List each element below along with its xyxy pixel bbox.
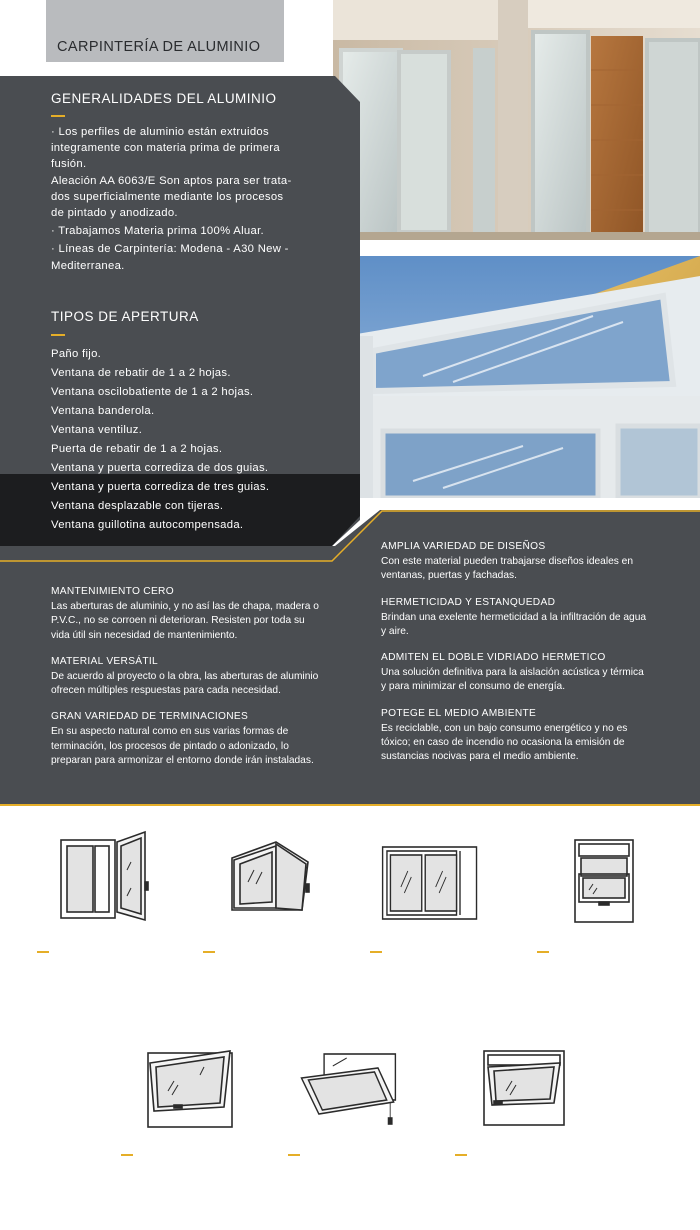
icon-accent (121, 1154, 133, 1156)
list-item: Puerta de rebatir de 1 a 2 hojas. (51, 443, 223, 455)
transom-window-icon (478, 1043, 578, 1138)
aluminum-window-photo (333, 256, 700, 498)
feature-title: POTEGE EL MEDIO AMBIENTE (381, 707, 537, 719)
generalidades-title: GENERALIDADES DEL ALUMINIO (51, 91, 277, 106)
generalidades-line: de pintado y anodizado. (51, 207, 178, 220)
generalidades-line: dos superficialmente mediante los procesos (51, 190, 284, 203)
feature-line: y aire. (381, 625, 409, 637)
icon-accent (37, 951, 49, 953)
feature-line: De acuerdo al proyecto o la obra, las aberturas de aluminio (51, 670, 319, 682)
feature-line: preparan para armonizar el entorno donde irán instaladas. (51, 755, 314, 767)
building-facade-photo (333, 0, 700, 240)
tipos-apertura-accent (51, 334, 65, 336)
feature-line: Brindan una exelente hermeticidad a la infiltración de agua (381, 611, 647, 623)
generalidades-line: · Trabajamos Materia prima 100% Aluar. (51, 225, 264, 238)
list-item: Ventana y puerta corrediza de tres guias. (51, 481, 270, 493)
feature-line: terminación, los procesos de pintado o adonizado, lo (51, 740, 289, 752)
list-item: Paño fijo. (51, 348, 102, 360)
sliding-window-icon (380, 835, 480, 930)
features-right-column (381, 541, 646, 778)
generalidades-body (51, 124, 341, 274)
icon-accent (203, 951, 215, 953)
icon-accent (288, 1154, 300, 1156)
list-item: Ventana de rebatir de 1 a 2 hojas. (51, 367, 231, 379)
feature-hermeticidad (381, 597, 646, 640)
feature-title: MATERIAL VERSÁTIL (51, 655, 158, 667)
feature-title: GRAN VARIEDAD DE TERMINACIONES (51, 711, 249, 723)
feature-line: sustancias nocivas para el medio ambiente. (381, 751, 579, 763)
casement-window-icon (55, 830, 155, 925)
feature-line: ofrecen múltiples respuestas para cada necesidad. (51, 685, 281, 697)
list-item: Ventana banderola. (51, 405, 155, 417)
feature-line: tóxico; en caso de incendio no ocasiona la emisión de (381, 737, 625, 749)
feature-title: AMPLIA VARIEDAD DE DISEÑOS (381, 541, 546, 552)
feature-title: MANTENIMIENTO CERO (51, 586, 174, 597)
feature-doble-vidriado (381, 652, 646, 695)
feature-line: Es reciclable, con un bajo consumo energético y no es (381, 722, 628, 734)
list-item: Ventana desplazable con tijeras. (51, 500, 224, 512)
icon-accent (537, 951, 549, 953)
feature-line: ventanas, puertas y fachadas. (381, 570, 517, 582)
feature-line: Con este material pueden trabajarse diseños ideales en (381, 556, 634, 567)
icon-accent (370, 951, 382, 953)
generalidades-line: Mediterranea. (51, 259, 125, 272)
projecting-window-icon (298, 1040, 398, 1135)
feature-line: vida útil sin necesidad de mantenimiento. (51, 629, 238, 641)
tilt-turn-window-icon (222, 830, 322, 925)
feature-disenos (381, 541, 646, 584)
feature-line: y para minimizar el consumo de energía. (381, 681, 566, 693)
feature-line: Una solución definitiva para la aislación acústica y térmica (381, 667, 644, 679)
list-item: Ventana ventiluz. (51, 424, 143, 436)
feature-material (51, 656, 319, 699)
generalidades-line: Aleación AA 6063/E Son aptos para ser trata- (51, 174, 292, 187)
generalidades-line: fusión. (51, 158, 87, 171)
gold-bottom-line (0, 804, 700, 806)
page-title: CARPINTERÍA DE ALUMINIO (57, 39, 261, 55)
generalidades-line: · Los perfiles de aluminio están extruidos (51, 126, 269, 138)
list-item: Ventana guillotina autocompensada. (51, 519, 244, 531)
generalidades-line: integramente con materia prima de primera (51, 142, 280, 155)
feature-title: ADMITEN EL DOBLE VIDRIADO HERMETICO (381, 652, 606, 664)
icon-accent (455, 1154, 467, 1156)
feature-line: P.V.C., no se corroen ni deterioran. Resisten por toda su (51, 615, 305, 627)
feature-medio-ambiente (381, 708, 646, 765)
tipos-apertura-title: TIPOS DE APERTURA (51, 309, 199, 324)
list-item: Ventana oscilobatiente de 1 a 2 hojas. (51, 386, 254, 398)
guillotine-window-icon (555, 832, 655, 927)
features-left-column (51, 586, 319, 781)
feature-terminaciones (51, 711, 319, 768)
generalidades-accent (51, 115, 65, 117)
feature-line: Las aberturas de aluminio, y no así las de chapa, madera o (51, 601, 319, 612)
feature-title: HERMETICIDAD Y ESTANQUEDAD (381, 596, 556, 608)
feature-line: En su aspecto natural como en sus varias formas de (51, 726, 289, 738)
list-item: Ventana y puerta corrediza de dos guias. (51, 462, 269, 474)
feature-mantenimiento (51, 586, 319, 643)
awning-window-icon (140, 1045, 240, 1140)
tipos-apertura-list (51, 345, 269, 535)
generalidades-line: · Líneas de Carpintería: Modena - A30 New - (51, 243, 289, 256)
